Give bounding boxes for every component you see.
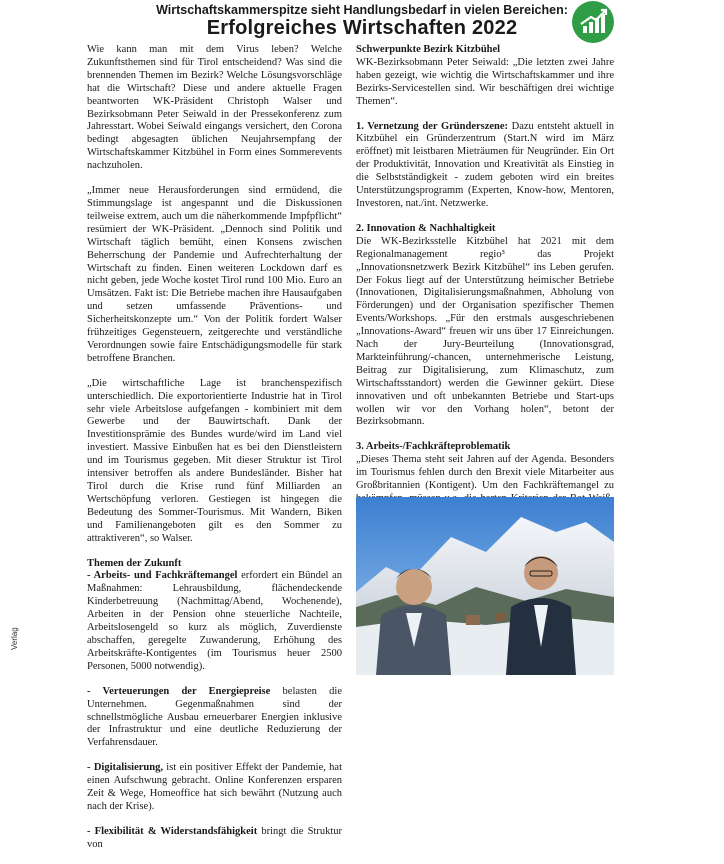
article-kicker: Wirtschaftskammerspitze sieht Handlungsbedarf in vielen Bereichen: <box>156 3 568 17</box>
section-heading-schwerpunkte: Schwerpunkte Bezirk Kitzbühel <box>356 44 501 55</box>
topic-innovation-text: Die WK-Bezirksstelle Kitzbühel hat 2021 mit dem Regionalmanagement regio³ das Projekt „Innovationsnetzwerk Bezirk Kitzbühel“ ins Leben gerufen. Der Fokus liegt auf der Unterstützung heimischer Betriebe (Innovationen, Digitalisierungsmaßnahmen, Abholung von Förderungen) und der Organisation spezifischer Themen Events/Workshops. „Für den erstmals ausgeschriebenen „Innovations-Award“ freuen wir uns über 17 Einreichungen. Nach der Jury-Beurteilung (Innovationsgrad, Markteinführung/-chancen, unternehmerische Leistung, Beitrag zur Digitalisierung, zum Klimaschutz, zum Wirtschaftsstandort) werden die Gewinner gekürt. Diese innovativen und oft unbekannten Betriebe und Start-ups wollen wir vor den Vorhang holen“, betont der Bezirksobmann. <box>356 235 614 428</box>
quote-paragraph: „Immer neue Herausforderungen sind ermüdend, die Stimmungslage ist angespannt und die Diskussionen teilweise extrem, auch um die näherkommende Impfpflicht“ resümiert der WK-Präsident. „Dennoch sind Politik und Wirtschaft täglich bemüht, einen Konsens zwischen Beherrschung der Pandemie und Aufrechterhaltung der Wirtschaft zu finden. Einen weiteren Lockdown darf es nicht geben, jede Woche kostet Tirol rund 100 Mio. Euro an Umsätzen. Fakt ist: Die Betriebe machen ihre Hausaufgaben und setzen umfassende Präventions- und Sicherheitskonzepte um.“ Von der Politik fordert Walser frühzeitiges Gegensteuern, zeitgerechte und verständliche Verordnungen sowie faire Entschädigungsmodelle für stark betroffene Branchen. <box>87 185 342 364</box>
economy-paragraph: „Die wirtschaftliche Lage ist branchenspezifisch unterschiedlich. Die exportorientierte Industrie hat in Tirol sehr viele Arbeitslose aufgefangen - kombiniert mit dem Gewerbe und der Bauwirtschaft. Dank der Investitionsprämie des Bundes wurde/wird im Land viel investiert. Massive Einbußen hat es bei den Dienstleistern und im Tourismus gegeben. Mit dieser Struktur ist Tirol intensiver betroffen als andere Bundesländer. Bisher hat Tirol durch die Krise rund fünf Milliarden an Wertschöpfung verloren. Gestiegen ist hingegen die Bedeutung des Sommer-Tourismus. Mit Wandern, Biken und Familienangeboten gilt es den Sommer zu attraktiveren“, so Walser. <box>87 377 342 544</box>
section-heading-zukunft: Themen der Zukunft <box>87 557 182 569</box>
topic-heading-innovation: 2. Innovation & Nachhaltigkeit <box>356 222 496 234</box>
seiwald-intro: WK-Bezirksobmann Peter Seiwald: „Die letzten zwei Jahre haben gezeigt, wie wichtig die Wirtschaftskammer und ihre Bezirks-Servicestellen sind. Wir beschäftigen drei wichtige Themen“. <box>356 56 614 107</box>
article-headline: Erfolgreiches Wirtschaften 2022 <box>206 17 518 39</box>
bullet-flexibilitaet: - Flexibilität & Widerstandsfähigkeit bringt die Struktur von <box>87 825 342 850</box>
bullet-energiepreise: - Verteuerungen der Energiepreise belasten die Unternehmen. Gegenmaßnahmen sind der schnellstmögliche Ausbau erneuerbarer Energien inklusive der Infrastruktur und eine deutliche Reduzierung der Verfahrensdauer. <box>87 685 342 749</box>
topic-gruenderszene: 1. Vernetzung der Gründerszene: Dazu entsteht aktuell in Kitzbühel ein Gründerzentrum (Start.N wird im März eröffnet) mit leistbaren Mieträumen für Neugründer. Ein Ort der Produktivität, Innovation und Kreativität als Einstieg in die Selbstständigkeit - zudem geboten wird ein breites Unterstützungsprogramm (Experten, Know-how, Mentoren, Investoren, nat./int. Netzwerke. <box>356 120 614 209</box>
press-photo <box>356 497 614 675</box>
bullet-digitalisierung: - Digitalisierung, ist ein positiver Effekt der Pandemie, hat einen Aufschwung gebracht. Online Konferenzen ersparen Zeit & Wege, Homeoffice hat sich bewährt (Nutzung auch nach der Krise). <box>87 762 342 812</box>
vertical-margin-label: Verlag <box>10 627 19 650</box>
topic-heading-arbeit: 3. Arbeits-/Fachkräfteproblematik <box>356 441 511 453</box>
left-column <box>87 44 342 864</box>
topic-arbeit-text: „Dieses Thema steht seit Jahren auf der Agenda. Besonders im Tourismus fehlen durch den Brexit viele Mitarbeiter aus Großbritannien (Kontigent). Um den Fachkräftemangel zu <box>356 454 614 596</box>
bullet-fachkraeftemangel: - Arbeits- und Fachkräftemangel erfordert ein Bündel an Maßnahmen: Lehrausbildung, flächendeckende Kinderbetreuung (Nachmittag/Abend, Wochenende), Arbeiten in der Pension ohne steuerliche Nachteile, Arbeitslosengeld so kurz als möglich, Zuverdienste abschaffen, geregelte Zuwanderung, Erhöhung des Arbeitskräfte-Kontigentes (im Tourismus heuer 2500 Personen, 5000 notwendig). <box>87 570 342 672</box>
intro-paragraph: Wie kann man mit dem Virus leben? Welche Zukunftsthemen sind für Tirol entscheidend? Was sind die brennenden Themen im Bezirk? Welche Lösungsvorschläge hat die Wirtschaft? Diese und andere aktuelle Fragen beantworten WK-Präsident Christoph Walser und Bezirksobmann Peter Seiwald in der Pressekonferenz zum Jahresstart. Wobei Seiwald eingangs versichert, den Corona bedingt abgesagten üblichen Neujahrsempfang der Wirtschaftskammer Kitzbühel in Form eines Sommerevents nachzuholen. <box>87 44 342 172</box>
growth-chart-icon <box>572 1 614 43</box>
